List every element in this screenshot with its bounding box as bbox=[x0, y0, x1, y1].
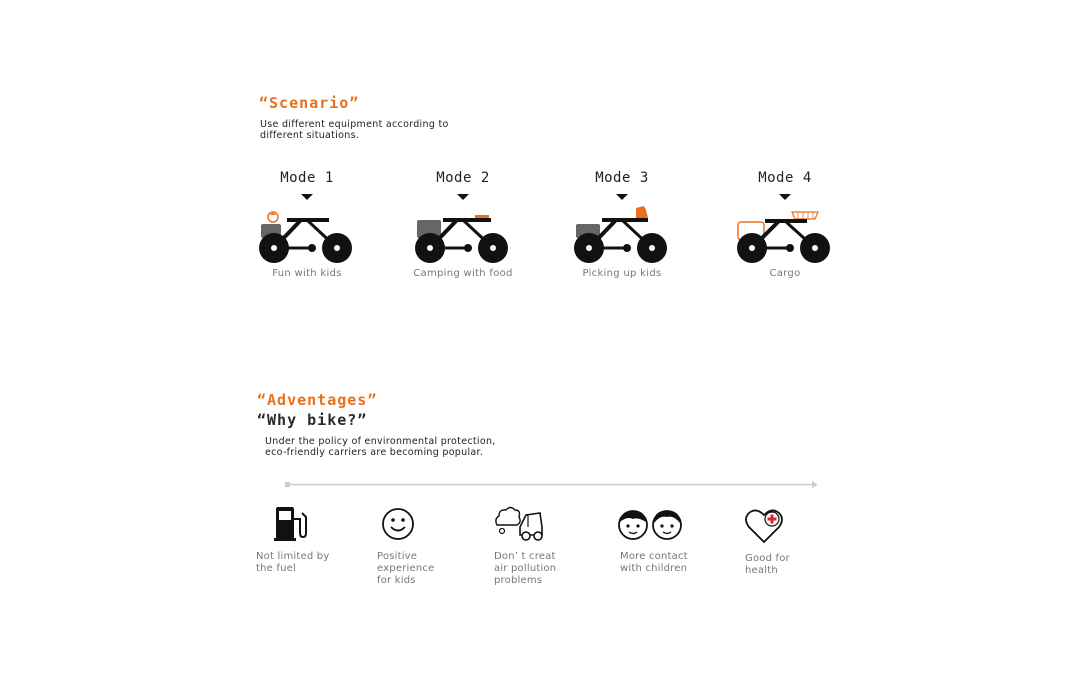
down-arrow-icon bbox=[457, 194, 469, 200]
down-arrow-icon bbox=[616, 194, 628, 200]
scenario-title: “Scenario” bbox=[259, 94, 360, 112]
advantage-caption: Good for health bbox=[745, 553, 790, 576]
down-arrow-icon bbox=[301, 194, 313, 200]
mode-label: Mode 2 bbox=[436, 170, 490, 186]
advantage-caption: Not limited by the fuel bbox=[256, 551, 330, 574]
mode-caption: Cargo bbox=[769, 268, 801, 279]
smiley-icon bbox=[381, 505, 417, 543]
mode-label: Mode 3 bbox=[595, 170, 649, 186]
down-arrow-icon bbox=[779, 194, 791, 200]
mode-caption: Camping with food bbox=[413, 268, 513, 279]
heart-health-icon bbox=[745, 505, 785, 545]
children-faces-icon bbox=[618, 505, 684, 543]
timeline-divider bbox=[282, 478, 822, 492]
mode-3 bbox=[552, 170, 692, 279]
bike-camping-icon bbox=[413, 206, 513, 264]
mode-label: Mode 4 bbox=[758, 170, 812, 186]
advantages-description: Under the policy of environmental protection, eco-friendly carriers are becoming popular. bbox=[265, 436, 496, 458]
mode-caption: Picking up kids bbox=[582, 268, 662, 279]
advantage-caption: Don’ t creat air pollution problems bbox=[494, 551, 557, 586]
bike-cargo-icon bbox=[735, 206, 835, 264]
mode-2 bbox=[393, 170, 533, 279]
mode-caption: Fun with kids bbox=[272, 268, 342, 279]
scenario-description: Use different equipment according to different situations. bbox=[260, 119, 449, 141]
fuel-pump-icon bbox=[274, 505, 310, 543]
mode-label: Mode 1 bbox=[280, 170, 334, 186]
advantage-item-pollution bbox=[494, 505, 604, 587]
advantages-subtitle: “Why bike?” bbox=[257, 411, 368, 429]
mode-1 bbox=[237, 170, 377, 279]
pollution-car-icon bbox=[494, 505, 546, 543]
advantages-title: “Adventages” bbox=[257, 391, 378, 409]
advantage-item-health bbox=[745, 505, 855, 577]
advantage-caption: Positive experience for kids bbox=[377, 551, 435, 586]
advantage-item-kids bbox=[377, 505, 487, 587]
bike-kid-icon bbox=[257, 206, 357, 264]
advantage-item-children bbox=[620, 505, 730, 575]
advantage-caption: More contact with children bbox=[620, 551, 688, 574]
bike-child-seat-icon bbox=[572, 206, 672, 264]
advantage-item-fuel bbox=[256, 505, 366, 575]
mode-4 bbox=[715, 170, 855, 279]
